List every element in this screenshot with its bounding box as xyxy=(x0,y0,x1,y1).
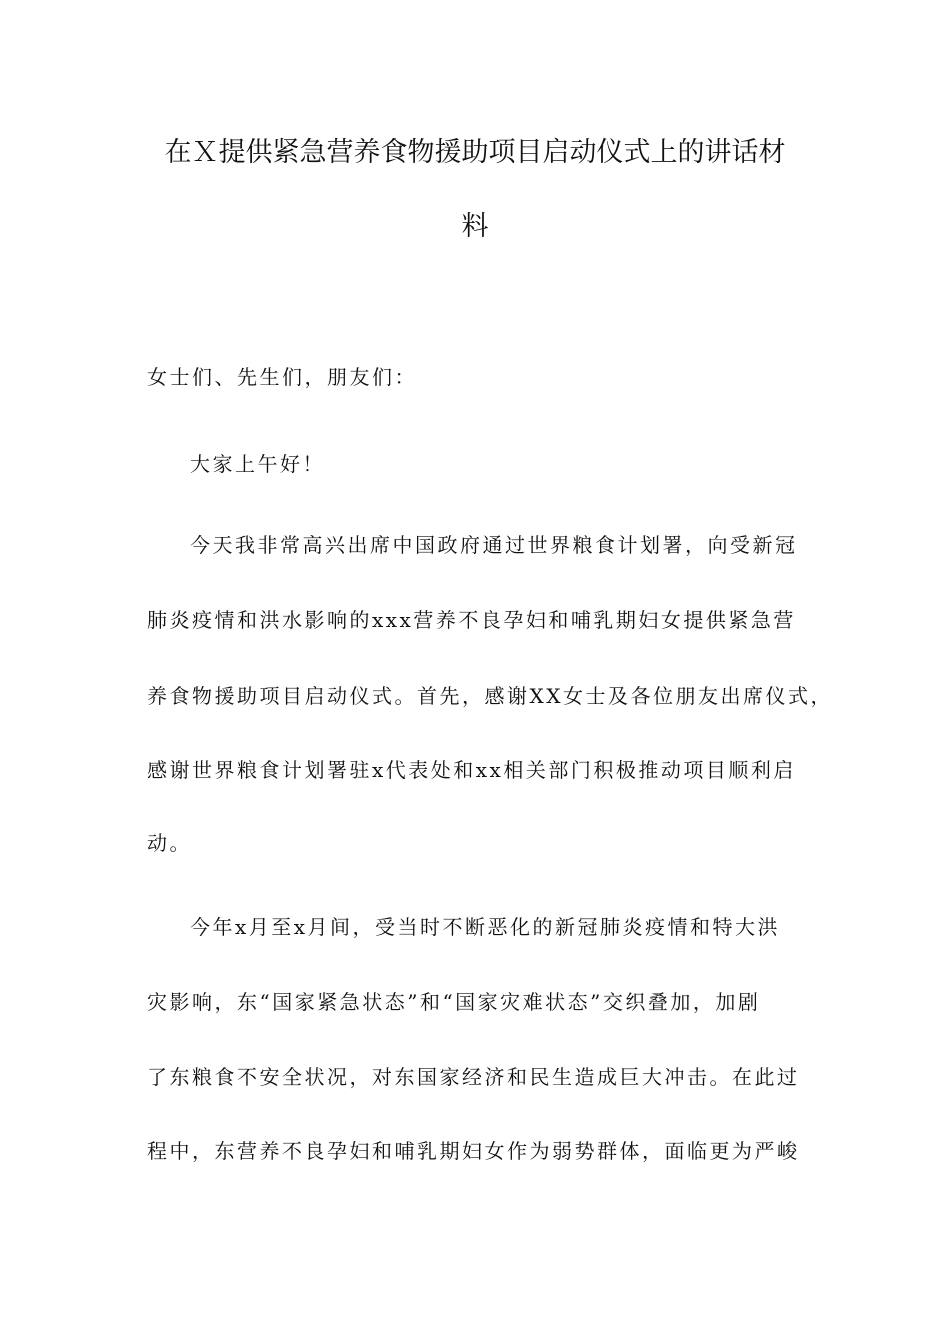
paragraph-2-line-4: 程中，东营养不良孕妇和哺乳期妇女作为弱势群体，面临更为严峻 xyxy=(147,1139,800,1163)
paragraph-1-line-5: 动。 xyxy=(147,831,192,855)
document-title-line-2: 料 xyxy=(461,211,489,242)
paragraph-2-line-1: 今年x月至x月间，受当时不断恶化的新冠肺炎疫情和特大洪 xyxy=(190,915,781,939)
paragraph-2-line-3: 了东粮食不安全状况，对东国家经济和民生造成巨大冲击。在此过 xyxy=(147,1065,800,1089)
salutation: 女士们、先生们，朋友们： xyxy=(147,365,417,389)
document-title-line-1: 在Ｘ提供紧急营养食物援助项目启动仪式上的讲话材 xyxy=(164,137,786,168)
paragraph-1-line-4: 感谢世界粮食计划署驻x代表处和xx相关部门积极推动项目顺利启 xyxy=(147,758,796,782)
greeting: 大家上午好！ xyxy=(190,452,325,476)
paragraph-2-line-2: 灾影响，东“国家紧急状态”和“国家灾难状态”交织叠加，加剧 xyxy=(147,990,761,1014)
paragraph-1-line-2: 肺炎疫情和洪水影响的xxx营养不良孕妇和哺乳期妇女提供紧急营 xyxy=(147,608,796,632)
paragraph-1-line-1: 今天我非常高兴出席中国政府通过世界粮食计划署，向受新冠 xyxy=(190,533,798,557)
paragraph-1-line-3: 养食物援助项目启动仪式。首先，感谢XX女士及各位朋友出席仪式， xyxy=(147,684,833,708)
